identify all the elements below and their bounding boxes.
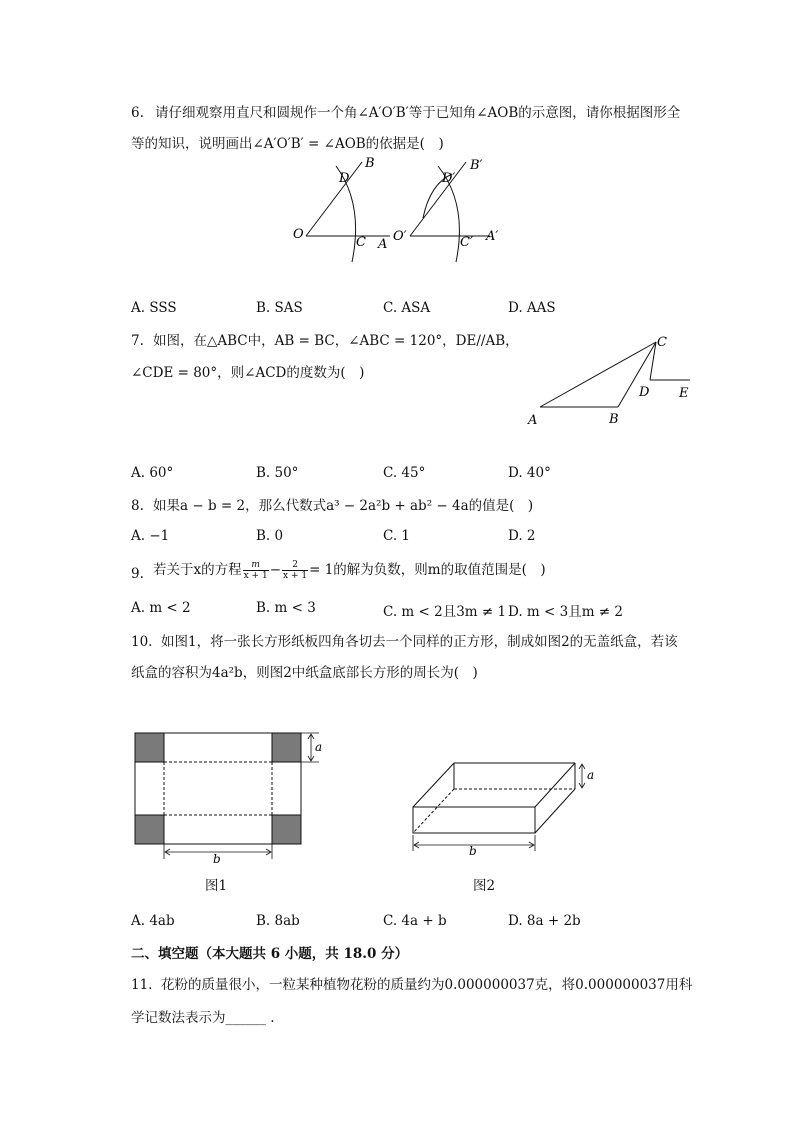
corner-square bbox=[135, 815, 164, 844]
corner-square bbox=[272, 733, 301, 762]
ray-o2b2 bbox=[410, 162, 466, 236]
corner-square bbox=[272, 815, 301, 844]
q8-option-b: B. 0 bbox=[256, 528, 284, 544]
corner-square bbox=[135, 733, 164, 762]
label-c2: C′ bbox=[460, 235, 473, 250]
label-b: B bbox=[609, 412, 619, 427]
q10-option-a: A. 4ab bbox=[131, 913, 175, 929]
label-a: A bbox=[528, 413, 538, 428]
q7-option-a: A. 60° bbox=[131, 465, 174, 481]
q6-text-line1: 请仔细观察用直尺和圆规作一个角∠A′O′B′等于已知角∠AOB的示意图，请你根据图形全 bbox=[155, 105, 681, 121]
fraction-1: $\frac{m}{x + 1}$ bbox=[243, 560, 268, 581]
label-o: O bbox=[293, 227, 304, 242]
front-face bbox=[413, 807, 535, 833]
label-a: a bbox=[587, 768, 595, 782]
label-c: C bbox=[657, 335, 667, 350]
label-c: C bbox=[356, 235, 366, 250]
q8-number: 8. bbox=[131, 498, 144, 514]
bottom-right-edge bbox=[535, 789, 575, 833]
seg-bc bbox=[618, 342, 656, 407]
q6-number: 6. bbox=[131, 105, 144, 121]
label-a: A bbox=[378, 237, 388, 252]
label-o2: O′ bbox=[393, 229, 407, 244]
label-d: D bbox=[639, 385, 650, 400]
q6-option-b: B. SAS bbox=[256, 300, 303, 316]
q8-option-d: D. 2 bbox=[508, 528, 536, 544]
fig1-caption: 图1 bbox=[205, 878, 228, 894]
q11-text-line1: 花粉的质量很小，一粒某种植物花粉的质量约为0.000000037克，将0.000000037用科 bbox=[161, 977, 693, 993]
q6-text-line2: 等的知识，说明画出∠A′O′B′ = ∠AOB的依据是( ) bbox=[131, 136, 444, 152]
hidden-edge bbox=[413, 789, 454, 833]
q9-post: = 1的解为负数，则m的取值范围是( ) bbox=[309, 562, 546, 578]
top-left-edge bbox=[413, 763, 454, 807]
q9-option-d: D. m < 3且m ≠ 2 bbox=[508, 604, 623, 620]
label-b: b bbox=[213, 852, 221, 865]
q7-figure bbox=[520, 330, 700, 430]
minus-sign: − bbox=[269, 562, 282, 578]
q10-text-line1: 如图1，将一张长方形纸板四角各切去一个同样的正方形，制成如图2的无盖纸盒，若该 bbox=[161, 634, 678, 650]
q10-figure2 bbox=[405, 755, 605, 860]
q7-option-c: C. 45° bbox=[383, 465, 426, 481]
q10-option-d: D. 8a + 2b bbox=[508, 913, 581, 929]
label-b2: B′ bbox=[470, 158, 483, 173]
q9-number: 9. bbox=[131, 566, 144, 582]
q7-text-line2: ∠CDE = 80°，则∠ACD的度数为( ) bbox=[131, 365, 365, 381]
q11-text-line2: 学记数法表示为______ . bbox=[131, 1010, 275, 1026]
q11-number: 11. bbox=[131, 977, 153, 993]
q10-option-b: B. 8ab bbox=[256, 913, 300, 929]
label-b: b bbox=[469, 844, 477, 858]
label-e: E bbox=[679, 386, 689, 401]
q6-option-a: A. SSS bbox=[131, 300, 177, 316]
label-a: a bbox=[315, 740, 323, 754]
q9-option-b: B. m < 3 bbox=[256, 600, 316, 616]
label-a2: A′ bbox=[486, 229, 499, 244]
q6-option-c: C. ASA bbox=[383, 300, 431, 316]
fig2-caption: 图2 bbox=[473, 878, 496, 894]
q8-option-c: C. 1 bbox=[383, 528, 411, 544]
q10-number: 10. bbox=[131, 634, 153, 650]
q9-option-a: A. m < 2 bbox=[131, 600, 191, 616]
q8-option-a: A. −1 bbox=[131, 528, 170, 544]
top-right-edge bbox=[535, 763, 575, 807]
q9-text bbox=[153, 560, 546, 581]
label-d: D bbox=[339, 171, 350, 186]
q7-option-b: B. 50° bbox=[256, 465, 299, 481]
q7-option-d: D. 40° bbox=[508, 465, 551, 481]
q10-option-c: C. 4a + b bbox=[383, 913, 447, 929]
q9-option-c: C. m < 2且3m ≠ 1 bbox=[383, 604, 507, 620]
q10-text-line2: 纸盒的容积为4a²b，则图2中纸盒底部长方形的周长为( ) bbox=[131, 665, 478, 681]
q7-text-line1: 如图，在△ABC中，AB = BC，∠ABC = 120°，DE//AB， bbox=[153, 333, 519, 349]
fraction-2: $\frac{2}{x + 1}$ bbox=[283, 560, 308, 581]
q7-number: 7. bbox=[131, 333, 144, 349]
label-b: B bbox=[365, 156, 375, 171]
q8-text: 如果a − b = 2，那么代数式a³ − 2a²b + ab² − 4a的值是( ) bbox=[153, 498, 534, 514]
q6-figure bbox=[280, 152, 520, 267]
ray-ob bbox=[306, 162, 362, 236]
q10-figure1 bbox=[125, 725, 335, 865]
section-heading: 二、填空题（本大题共 6 小题，共 18.0 分） bbox=[131, 946, 409, 962]
q6-option-d: D. AAS bbox=[508, 300, 556, 316]
label-d2: D′ bbox=[442, 171, 456, 186]
q9-pre: 若关于x的方程 bbox=[153, 562, 242, 578]
